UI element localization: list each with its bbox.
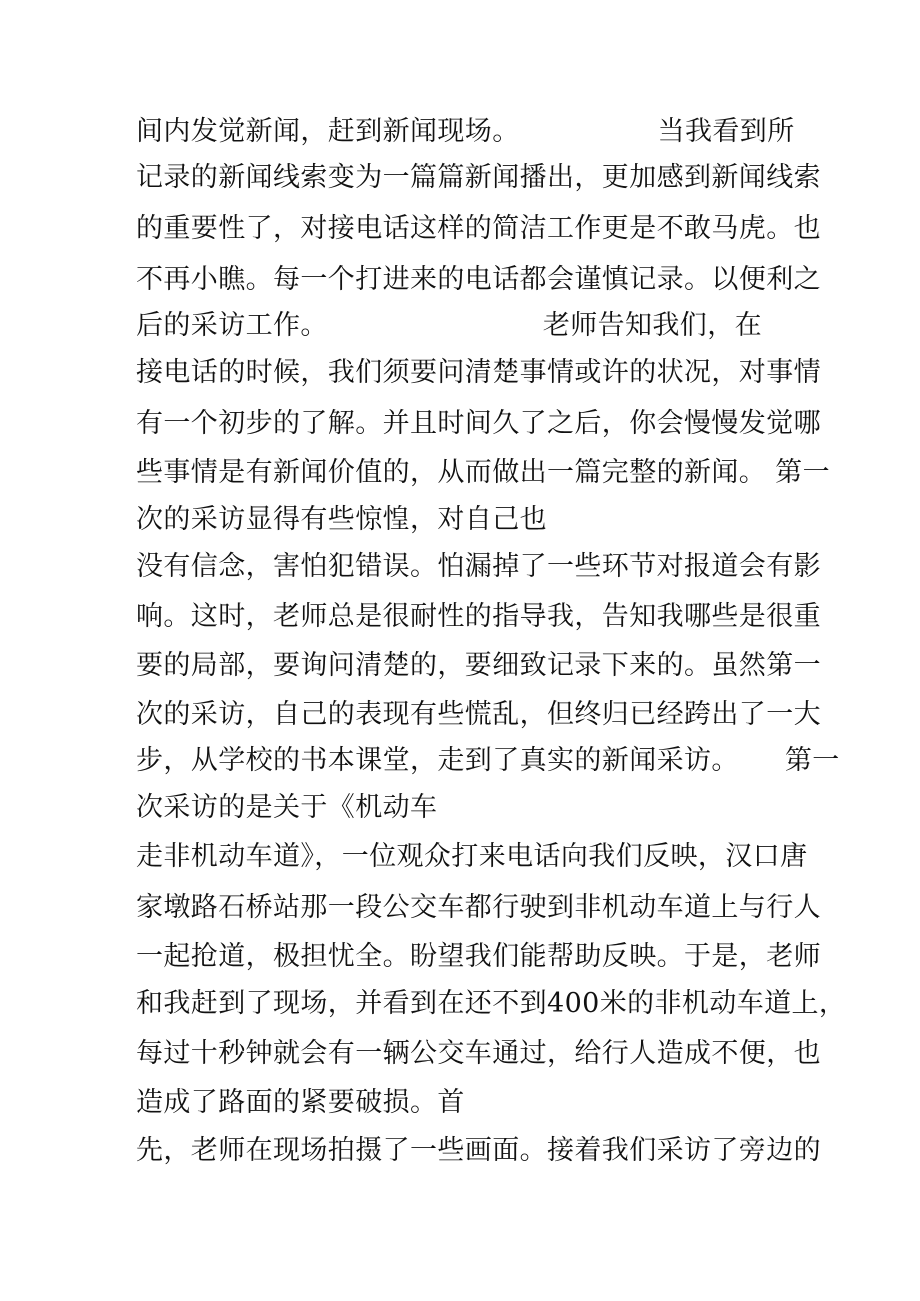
- text-line-21: 造成了路面的紧要破损。首: [136, 1087, 465, 1118]
- text-line-2: 记录的新闻线索变为一篇篇新闻播出，更加感到新闻线索: [136, 162, 821, 193]
- text-segment: 第一: [784, 745, 840, 776]
- text-line-11: 响。这时，老师总是很耐性的指导我，告知我哪些是很重: [136, 601, 821, 632]
- text-line-16: 走非机动车道》，一位观众打来电话向我们反映，汉口唐: [136, 841, 808, 872]
- text-line-7: 有一个初步的了解。并且时间久了之后，你会慢慢发觉哪: [136, 408, 821, 439]
- text-segment: 老师告知我们，在: [542, 310, 763, 341]
- text-line-20: 每过十秒钟就会有一辆公交车通过，给行人造成不便，也: [136, 1038, 821, 1069]
- text-line-14: [136, 741, 840, 781]
- text-line-10: 没有信念，害怕犯错误。怕漏掉了一些环节对报道会有影: [136, 551, 821, 582]
- text-segment: 步，从学校的书本课堂，走到了真实的新闻采访。: [136, 745, 739, 776]
- text-line-19: 和我赶到了现场，并看到在还不到400米的非机动车道上，: [136, 988, 847, 1019]
- text-line-12: 要的局部，要询问清楚的，要细致记录下来的。虽然第一: [136, 650, 821, 681]
- text-line-8: 些事情是有新闻价值的，从而做出一篇完整的新闻。 第一: [136, 457, 830, 488]
- text-line-5: [136, 306, 796, 346]
- text-line-1: [136, 112, 796, 152]
- text-line-3: 的重要性了，对接电话这样的简洁工作更是不敢马虎。也: [136, 213, 821, 244]
- text-segment: 间内发觉新闻，赶到新闻现场。: [136, 116, 520, 147]
- text-line-9: 次的采访显得有些惊惶，对自己也: [136, 504, 547, 535]
- text-line-22: 先，老师在现场拍摄了一些画面。接着我们采访了旁边的: [136, 1135, 821, 1166]
- text-segment: 当我看到所: [657, 116, 795, 147]
- text-segment: 后的采访工作。: [136, 310, 328, 341]
- text-line-15: 次采访的是关于《机动车: [136, 792, 438, 823]
- text-line-13: 次的采访，自己的表现有些慌乱，但终归已经跨出了一大: [136, 699, 821, 730]
- text-line-6: 接电话的时候，我们须要问清楚事情或许的状况，对事情: [136, 357, 821, 388]
- text-line-17: 家墩路石桥站那一段公交车都行驶到非机动车道上与行人: [136, 892, 821, 923]
- text-line-4: 不再小瞧。每一个打进来的电话都会谨慎记录。以便利之: [136, 264, 821, 295]
- text-line-18: 一起抢道，极担忧全。盼望我们能帮助反映。于是，老师: [136, 941, 821, 972]
